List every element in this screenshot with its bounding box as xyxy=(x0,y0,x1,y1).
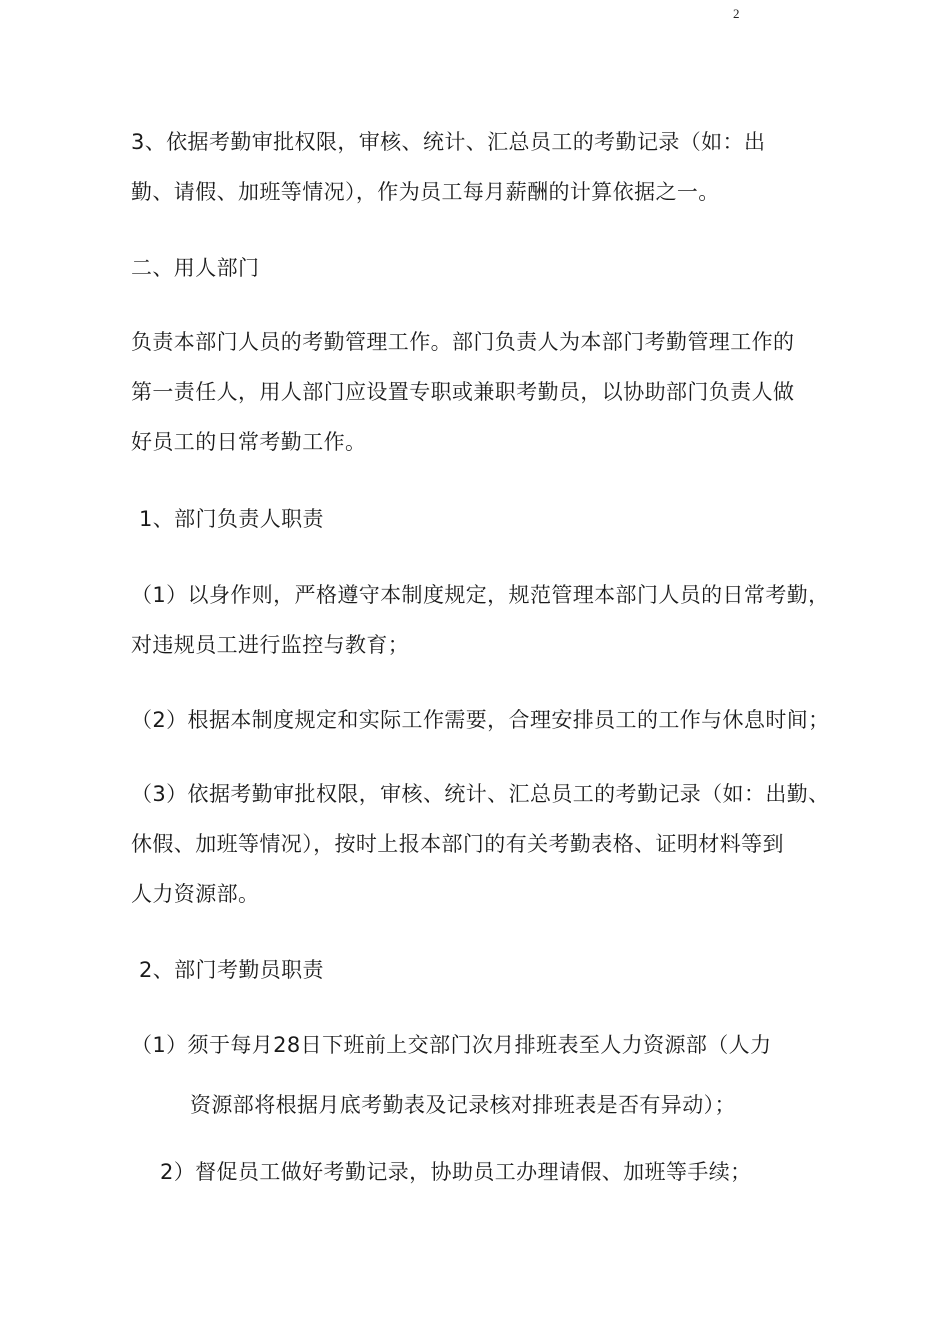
paragraph-line: 2）督促员工做好考勤记录，协助员工办理请假、加班等手续； xyxy=(160,1160,752,1184)
paragraph-line: （2）根据本制度规定和实际工作需要，合理安排员工的工作与休息时间； xyxy=(131,708,830,732)
subsection-heading: 2、部门考勤员职责 xyxy=(139,958,324,982)
paragraph-line: 勤、请假、加班等情况），作为员工每月薪酬的计算依据之一。 xyxy=(131,180,720,204)
paragraph-line: 3、依据考勤审批权限，审核、统计、汇总员工的考勤记录（如：出 xyxy=(131,130,766,154)
paragraph-line: （1）以身作则，严格遵守本制度规定，规范管理本部门人员的日常考勤， xyxy=(131,583,830,607)
paragraph-line: 资源部将根据月底考勤表及记录核对排班表是否有异动）； xyxy=(190,1093,736,1117)
paragraph-line: 负责本部门人员的考勤管理工作。部门负责人为本部门考勤管理工作的 xyxy=(131,330,795,354)
subsection-heading: 1、部门负责人职责 xyxy=(139,507,324,531)
paragraph-line: 人力资源部。 xyxy=(131,882,260,906)
paragraph-line: 好员工的日常考勤工作。 xyxy=(131,430,367,454)
paragraph-line: 休假、加班等情况），按时上报本部门的有关考勤表格、证明材料等到 xyxy=(131,832,784,856)
paragraph-line: 对违规员工进行监控与教育； xyxy=(131,633,410,657)
paragraph-line: 第一责任人，用人部门应设置专职或兼职考勤员，以协助部门负责人做 xyxy=(131,380,795,404)
section-heading: 二、用人部门 xyxy=(131,256,260,280)
paragraph-line: （1）须于每月28日下班前上交部门次月排班表至人力资源部（人力 xyxy=(131,1033,772,1057)
page-number: 2 xyxy=(733,6,740,21)
paragraph-line: （3）依据考勤审批权限，审核、统计、汇总员工的考勤记录（如：出勤、 xyxy=(131,782,830,806)
